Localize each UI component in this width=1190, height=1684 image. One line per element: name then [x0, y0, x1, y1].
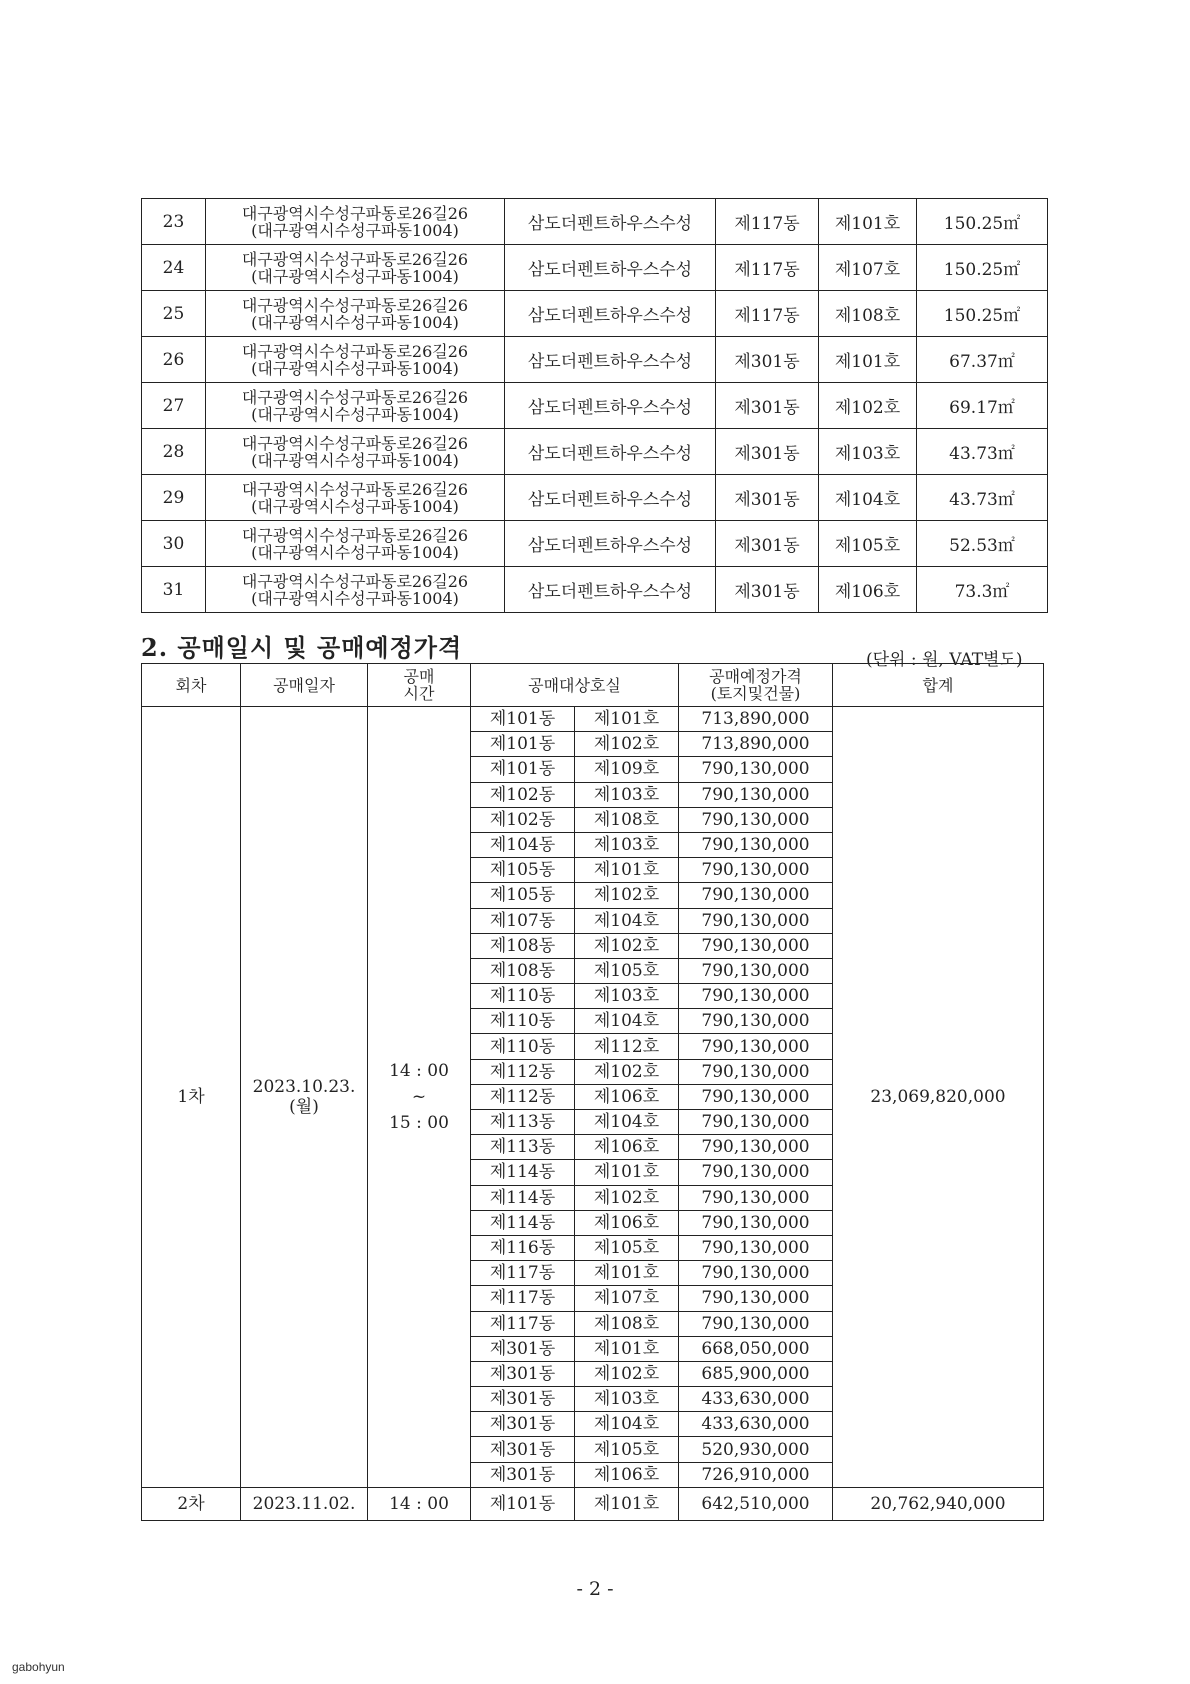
unit-dong: 제108동 — [471, 958, 575, 983]
unit-ho: 제103호 — [575, 832, 679, 857]
complex-name: 삼도더펜트하우스수성 — [505, 567, 716, 613]
unit-dong: 제113동 — [471, 1110, 575, 1135]
unit-ho: 제108호 — [575, 1311, 679, 1336]
address-cell — [206, 291, 505, 337]
address-cell — [206, 383, 505, 429]
round-total: 20,762,940,000 — [833, 1487, 1044, 1520]
unit-ho: 제108호 — [575, 807, 679, 832]
header-time — [368, 664, 471, 707]
unit-ho: 제103호 — [575, 782, 679, 807]
area-value: 150.25㎡ — [917, 199, 1048, 245]
address-cell — [206, 199, 505, 245]
auction-time — [368, 1487, 471, 1520]
road-address: 대구광역시수성구파동로26길26 — [241, 203, 469, 223]
row-number: 23 — [142, 199, 206, 245]
row-number: 25 — [142, 291, 206, 337]
road-address: 대구광역시수성구파동로26길26 — [241, 295, 469, 315]
unit-price: 790,130,000 — [679, 832, 833, 857]
area-value: 150.25㎡ — [917, 291, 1048, 337]
complex-name: 삼도더펜트하우스수성 — [505, 521, 716, 567]
dong-number: 제301동 — [716, 567, 819, 613]
dong-number: 제117동 — [716, 199, 819, 245]
unit-ho: 제105호 — [575, 1235, 679, 1260]
unit-ho: 제106호 — [575, 1135, 679, 1160]
unit-price: 790,130,000 — [679, 1110, 833, 1135]
header-target: 공매대상호실 — [471, 664, 679, 707]
property-table — [141, 198, 1048, 613]
table-row — [142, 429, 1048, 475]
header-price — [679, 664, 833, 707]
road-address: 대구광역시수성구파동로26길26 — [241, 479, 469, 499]
area-value: 43.73㎡ — [917, 475, 1048, 521]
row-number: 28 — [142, 429, 206, 475]
unit-dong: 제117동 — [471, 1261, 575, 1286]
unit-dong: 제110동 — [471, 984, 575, 1009]
table-row — [142, 521, 1048, 567]
unit-ho: 제104호 — [575, 1412, 679, 1437]
table-header-row — [142, 664, 1044, 707]
unit-price: 790,130,000 — [679, 858, 833, 883]
unit-ho: 제106호 — [575, 1084, 679, 1109]
table-row — [142, 245, 1048, 291]
unit-dong: 제301동 — [471, 1462, 575, 1487]
unit-ho: 제107호 — [575, 1286, 679, 1311]
area-value: 69.17㎡ — [917, 383, 1048, 429]
row-number: 27 — [142, 383, 206, 429]
lot-address: (대구광역시수성구파동1004) — [251, 358, 459, 378]
ho-number: 제102호 — [819, 383, 917, 429]
unit-price: 790,130,000 — [679, 1084, 833, 1109]
dong-number: 제301동 — [716, 429, 819, 475]
address-cell — [206, 337, 505, 383]
area-value: 52.53㎡ — [917, 521, 1048, 567]
dong-number: 제301동 — [716, 475, 819, 521]
unit-dong: 제108동 — [471, 933, 575, 958]
header-price-line1: 공매예정가격 — [709, 667, 802, 686]
unit-price: 790,130,000 — [679, 757, 833, 782]
area-value: 67.37㎡ — [917, 337, 1048, 383]
unit-price: 433,630,000 — [679, 1412, 833, 1437]
unit-ho: 제105호 — [575, 1437, 679, 1462]
unit-ho: 제106호 — [575, 1462, 679, 1487]
unit-ho: 제102호 — [575, 732, 679, 757]
ho-number: 제101호 — [819, 199, 917, 245]
dong-number: 제301동 — [716, 383, 819, 429]
lot-address: (대구광역시수성구파동1004) — [251, 450, 459, 470]
unit-dong: 제116동 — [471, 1235, 575, 1260]
unit-dong: 제112동 — [471, 1084, 575, 1109]
unit-price: 790,130,000 — [679, 883, 833, 908]
complex-name: 삼도더펜트하우스수성 — [505, 291, 716, 337]
unit-dong: 제105동 — [471, 883, 575, 908]
unit-dong: 제112동 — [471, 1059, 575, 1084]
unit-price: 790,130,000 — [679, 984, 833, 1009]
address-cell — [206, 429, 505, 475]
auction-date — [241, 1487, 368, 1520]
dong-number: 제301동 — [716, 337, 819, 383]
row-number: 31 — [142, 567, 206, 613]
unit-price: 713,890,000 — [679, 707, 833, 732]
complex-name: 삼도더펜트하우스수성 — [505, 429, 716, 475]
unit-dong: 제301동 — [471, 1387, 575, 1412]
unit-dong: 제301동 — [471, 1437, 575, 1462]
area-value: 73.3㎡ — [917, 567, 1048, 613]
header-time-line2: 시간 — [403, 684, 435, 703]
round-label: 1차 — [142, 707, 241, 1488]
complex-name: 삼도더펜트하우스수성 — [505, 383, 716, 429]
unit-dong: 제301동 — [471, 1336, 575, 1361]
unit-ho: 제101호 — [575, 1261, 679, 1286]
row-number: 30 — [142, 521, 206, 567]
unit-dong: 제107동 — [471, 908, 575, 933]
row-number: 26 — [142, 337, 206, 383]
complex-name: 삼도더펜트하우스수성 — [505, 337, 716, 383]
ho-number: 제106호 — [819, 567, 917, 613]
unit-dong: 제301동 — [471, 1361, 575, 1386]
table-row — [142, 567, 1048, 613]
ho-number: 제107호 — [819, 245, 917, 291]
unit-price: 433,630,000 — [679, 1387, 833, 1412]
lot-address: (대구광역시수성구파동1004) — [251, 312, 459, 332]
unit-price: 520,930,000 — [679, 1437, 833, 1462]
lot-address: (대구광역시수성구파동1004) — [251, 404, 459, 424]
lot-address: (대구광역시수성구파동1004) — [251, 542, 459, 562]
unit-dong: 제117동 — [471, 1311, 575, 1336]
address-cell — [206, 475, 505, 521]
unit-price: 790,130,000 — [679, 1185, 833, 1210]
unit-ho: 제109호 — [575, 757, 679, 782]
unit-price: 790,130,000 — [679, 1009, 833, 1034]
unit-dong: 제117동 — [471, 1286, 575, 1311]
table-row — [142, 475, 1048, 521]
unit-ho: 제101호 — [575, 858, 679, 883]
unit-price: 790,130,000 — [679, 908, 833, 933]
unit-price: 685,900,000 — [679, 1361, 833, 1386]
row-number: 29 — [142, 475, 206, 521]
unit-ho: 제102호 — [575, 933, 679, 958]
unit-price: 790,130,000 — [679, 1210, 833, 1235]
unit-price: 790,130,000 — [679, 1261, 833, 1286]
unit-ho: 제101호 — [575, 1160, 679, 1185]
unit-ho: 제101호 — [575, 1336, 679, 1361]
header-time-line1: 공매 — [403, 667, 435, 686]
unit-price: 790,130,000 — [679, 782, 833, 807]
unit-dong: 제301동 — [471, 1412, 575, 1437]
unit-price: 790,130,000 — [679, 1135, 833, 1160]
area-value: 150.25㎡ — [917, 245, 1048, 291]
dong-number: 제117동 — [716, 291, 819, 337]
time-separator: ~ — [411, 1086, 427, 1107]
unit-price: 790,130,000 — [679, 1034, 833, 1059]
auction-weekday: (월) — [289, 1096, 319, 1117]
page-number: - 2 - — [576, 1578, 614, 1600]
watermark: gabohyun — [12, 1660, 65, 1674]
unit-price: 790,130,000 — [679, 1286, 833, 1311]
unit-dong: 제101동 — [471, 1487, 575, 1520]
table-row — [142, 1487, 1044, 1520]
table-row — [142, 291, 1048, 337]
road-address: 대구광역시수성구파동로26길26 — [241, 387, 469, 407]
unit-price: 790,130,000 — [679, 1160, 833, 1185]
unit-ho: 제102호 — [575, 1059, 679, 1084]
complex-name: 삼도더펜트하우스수성 — [505, 245, 716, 291]
address-cell — [206, 245, 505, 291]
round-total: 23,069,820,000 — [833, 707, 1044, 1488]
header-date: 공매일자 — [241, 664, 368, 707]
section-heading: 2. 공매일시 및 공매예정가격 — [141, 633, 463, 662]
unit-ho: 제102호 — [575, 883, 679, 908]
time-end: 15 : 00 — [389, 1112, 449, 1133]
time-start: 14 : 00 — [389, 1493, 449, 1514]
unit-ho: 제104호 — [575, 908, 679, 933]
address-cell — [206, 521, 505, 567]
road-address: 대구광역시수성구파동로26길26 — [241, 571, 469, 591]
unit-dong: 제105동 — [471, 858, 575, 883]
table-row — [142, 707, 1044, 732]
dong-number: 제301동 — [716, 521, 819, 567]
unit-ho: 제102호 — [575, 1185, 679, 1210]
unit-dong: 제104동 — [471, 832, 575, 857]
ho-number: 제108호 — [819, 291, 917, 337]
unit-price: 790,130,000 — [679, 1235, 833, 1260]
road-address: 대구광역시수성구파동로26길26 — [241, 249, 469, 269]
ho-number: 제104호 — [819, 475, 917, 521]
header-round: 회차 — [142, 664, 241, 707]
lot-address: (대구광역시수성구파동1004) — [251, 588, 459, 608]
unit-price: 790,130,000 — [679, 933, 833, 958]
unit-ho: 제104호 — [575, 1110, 679, 1135]
unit-ho: 제106호 — [575, 1210, 679, 1235]
unit-dong: 제102동 — [471, 782, 575, 807]
road-address: 대구광역시수성구파동로26길26 — [241, 433, 469, 453]
table-row — [142, 337, 1048, 383]
unit-ho: 제104호 — [575, 1009, 679, 1034]
unit-price: 790,130,000 — [679, 1059, 833, 1084]
unit-dong: 제101동 — [471, 707, 575, 732]
road-address: 대구광역시수성구파동로26길26 — [241, 341, 469, 361]
auction-schedule-table — [141, 663, 1044, 1521]
unit-price: 642,510,000 — [679, 1487, 833, 1520]
dong-number: 제117동 — [716, 245, 819, 291]
unit-dong: 제113동 — [471, 1135, 575, 1160]
unit-note: (단위 : 원, VAT별도) — [866, 650, 1023, 670]
complex-name: 삼도더펜트하우스수성 — [505, 199, 716, 245]
unit-ho: 제101호 — [575, 707, 679, 732]
unit-price: 668,050,000 — [679, 1336, 833, 1361]
ho-number: 제105호 — [819, 521, 917, 567]
unit-price: 713,890,000 — [679, 732, 833, 757]
lot-address: (대구광역시수성구파동1004) — [251, 220, 459, 240]
unit-ho: 제105호 — [575, 958, 679, 983]
unit-price: 790,130,000 — [679, 1311, 833, 1336]
table-row — [142, 199, 1048, 245]
lot-address: (대구광역시수성구파동1004) — [251, 266, 459, 286]
auction-date-value: 2023.11.02. — [252, 1493, 356, 1514]
auction-date-value: 2023.10.23. — [252, 1076, 356, 1097]
unit-dong: 제114동 — [471, 1160, 575, 1185]
lot-address: (대구광역시수성구파동1004) — [251, 496, 459, 516]
unit-dong: 제101동 — [471, 732, 575, 757]
unit-ho: 제102호 — [575, 1361, 679, 1386]
unit-dong: 제114동 — [471, 1210, 575, 1235]
unit-dong: 제114동 — [471, 1185, 575, 1210]
row-number: 24 — [142, 245, 206, 291]
table-row — [142, 383, 1048, 429]
round-label: 2차 — [142, 1487, 241, 1520]
unit-dong: 제110동 — [471, 1009, 575, 1034]
unit-price: 726,910,000 — [679, 1462, 833, 1487]
time-start: 14 : 00 — [389, 1060, 449, 1081]
address-cell — [206, 567, 505, 613]
header-price-line2: (토지및건물) — [710, 684, 801, 703]
complex-name: 삼도더펜트하우스수성 — [505, 475, 716, 521]
ho-number: 제101호 — [819, 337, 917, 383]
road-address: 대구광역시수성구파동로26길26 — [241, 525, 469, 545]
header-total: 합계 — [833, 664, 1044, 707]
unit-ho: 제103호 — [575, 1387, 679, 1412]
unit-dong: 제110동 — [471, 1034, 575, 1059]
unit-price: 790,130,000 — [679, 958, 833, 983]
unit-price: 790,130,000 — [679, 807, 833, 832]
unit-ho: 제101호 — [575, 1487, 679, 1520]
unit-ho: 제112호 — [575, 1034, 679, 1059]
auction-time — [368, 707, 471, 1488]
unit-dong: 제102동 — [471, 807, 575, 832]
unit-ho: 제103호 — [575, 984, 679, 1009]
ho-number: 제103호 — [819, 429, 917, 475]
area-value: 43.73㎡ — [917, 429, 1048, 475]
unit-dong: 제101동 — [471, 757, 575, 782]
auction-date — [241, 707, 368, 1488]
